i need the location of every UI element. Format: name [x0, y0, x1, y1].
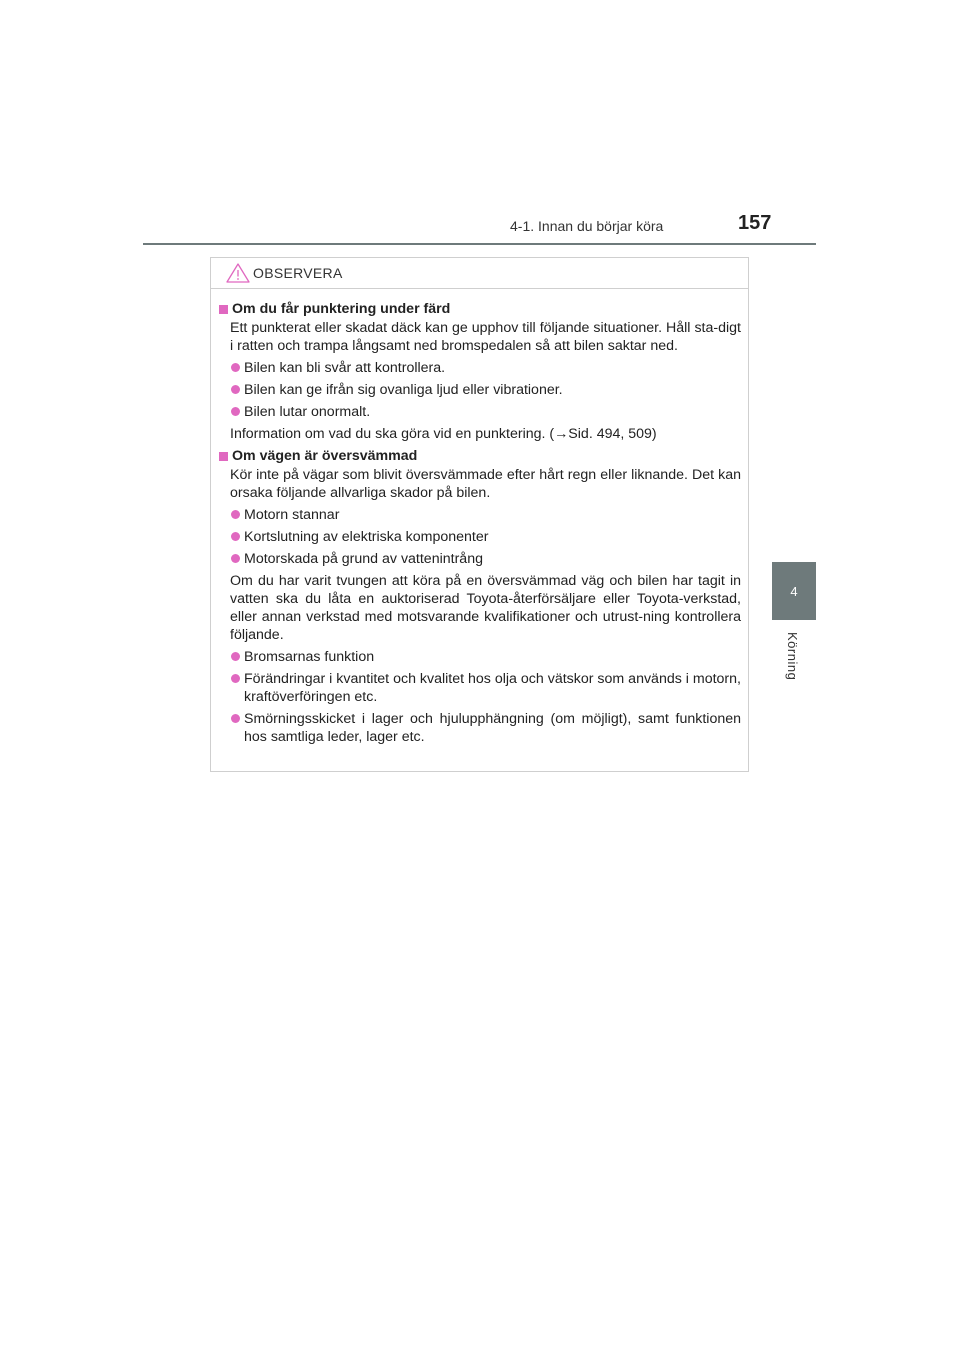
section-heading-flooded-road: Om vägen är översvämmad	[218, 447, 741, 465]
list-item: Bilen kan ge ifrån sig ovanliga ljud eller vibrationer.	[218, 381, 741, 399]
list-item: Smörningsskicket i lager och hjulupphängning (om möjligt), samt funktionen hos samtliga leder, lager etc.	[218, 710, 741, 746]
section-heading-flat-tire: Om du får punktering under färd	[218, 300, 741, 318]
flat-tire-intro: Ett punkterat eller skadat däck kan ge upphov till följande situationer. Håll sta-digt i ratten och trampa långsamt ned bromspedalen så att bilen saktar ned.	[230, 320, 741, 354]
warning-triangle-icon	[225, 262, 251, 284]
header-divider	[143, 243, 816, 245]
list-item: Motorskada på grund av vattenintrång	[218, 550, 741, 568]
caution-body	[211, 289, 748, 746]
list-item: Bromsarnas funktion	[218, 648, 741, 666]
chapter-tab	[772, 562, 816, 620]
round-bullet-icon	[231, 554, 240, 563]
caution-box	[210, 257, 749, 772]
chapter-number: 4	[790, 583, 798, 599]
square-bullet-icon	[219, 452, 228, 461]
round-bullet-icon	[231, 385, 240, 394]
flooded-road-followup: Om du har varit tvungen att köra på en översvämmad väg och bilen har tagit in vatten ska du låta en auktoriserad Toyota-återförsäljare eller Toyota-verkstad, eller annan verkstad med motsvarande kvalifikationer och utrust-ning kontrollera följande.	[230, 573, 741, 643]
round-bullet-icon	[231, 532, 240, 541]
round-bullet-icon	[231, 674, 240, 683]
round-bullet-icon	[231, 714, 240, 723]
section-heading: 4-1. Innan du börjar köra	[510, 218, 664, 234]
page-number: 157	[738, 212, 772, 234]
round-bullet-icon	[231, 363, 240, 372]
list-item: Bilen lutar onormalt.	[218, 403, 741, 421]
round-bullet-icon	[231, 652, 240, 661]
chapter-title: Körning	[785, 632, 800, 681]
flooded-road-intro: Kör inte på vägar som blivit översvämmade efter hårt regn eller liknande. Det kan orsaka följande allvarliga skador på bilen.	[230, 467, 741, 501]
caution-header	[211, 258, 748, 289]
list-item: Förändringar i kvantitet och kvalitet hos olja och vätskor som används i motorn, kraftöverföringen etc.	[218, 670, 741, 706]
flat-tire-note: Information om vad du ska göra vid en punktering. (→Sid. 494, 509)	[230, 426, 657, 442]
round-bullet-icon	[231, 407, 240, 416]
caution-title: OBSERVERA	[253, 265, 343, 281]
list-item: Bilen kan bli svår att kontrollera.	[218, 359, 741, 377]
square-bullet-icon	[219, 305, 228, 314]
round-bullet-icon	[231, 510, 240, 519]
list-item: Motorn stannar	[218, 506, 741, 524]
list-item: Kortslutning av elektriska komponenter	[218, 528, 741, 546]
